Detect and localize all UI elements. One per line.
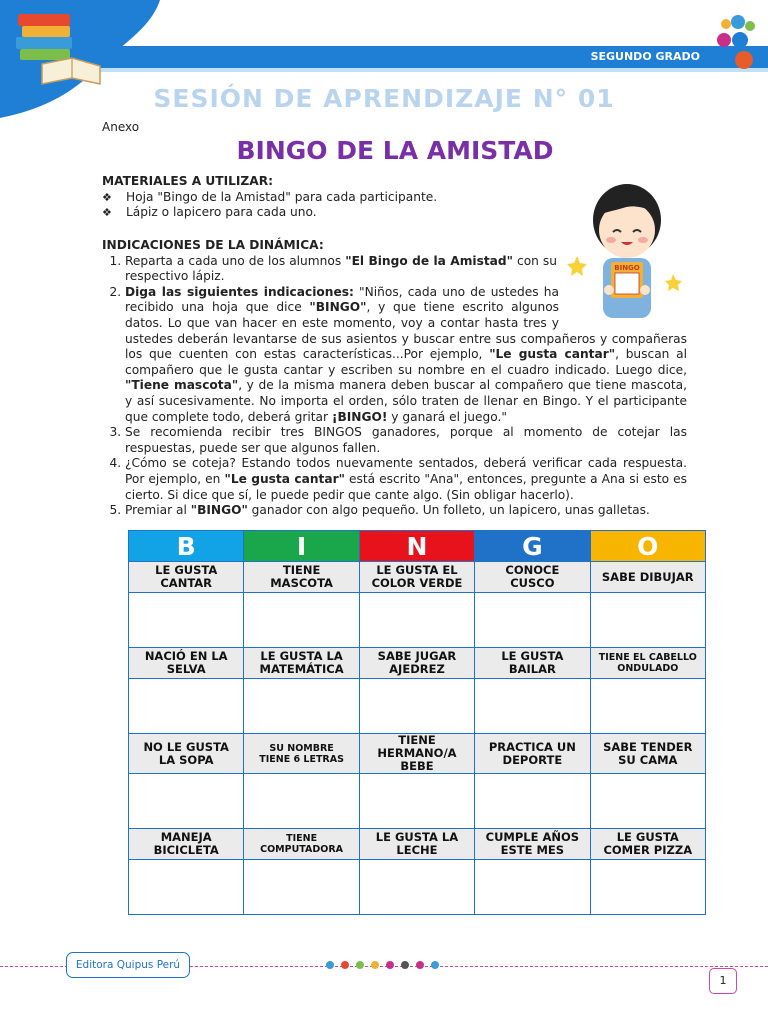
bingo-answer-row (129, 860, 706, 915)
bingo-answer-cell[interactable] (590, 593, 705, 648)
bingo-header-row (129, 531, 706, 562)
indication-item: 2. Diga las siguientes indicaciones: "Niños, cada uno de ustedes ha recibido una hoja que dice "BINGO", y que tiene escrito algunos datos. Lo que van hacer en este momento, voy a contar hasta tres y ustedes deberán levantarse de sus asientos y buscar entre sus compañeros y compañeras los que cuenten con estas características...Por ejemplo, "Le gusta cantar", buscan al compañero que le gusta cantar y escriben su nombre en el cuadro indicado. Luego dice, "Tiene mascota", y de la misma manera deben buscar al compañero que tiene mascota, y así sucesivamente. No importa el orden, sólo traten de llenar en Bingo. Y el participante que complete todo, deberá gritar ¡BINGO! y ganará el juego." (125, 285, 687, 425)
bingo-letter-o: O (590, 531, 705, 562)
bingo-answer-row (129, 679, 706, 734)
indication-item: 5. Premiar al "BINGO" ganador con algo pequeño. Un folleto, un lapicero, unas galletas. (125, 503, 687, 519)
materials-section (102, 174, 437, 221)
bingo-answer-cell[interactable] (359, 593, 474, 648)
indications-section (102, 238, 687, 519)
bingo-table (128, 530, 706, 915)
bingo-answer-cell[interactable] (590, 860, 705, 915)
bingo-answer-cell[interactable] (590, 774, 705, 829)
bingo-answer-cell[interactable] (129, 860, 244, 915)
page-number: 1 (709, 968, 737, 994)
bingo-label-row (129, 829, 706, 860)
bingo-answer-row (129, 774, 706, 829)
bingo-cell-label: LE GUSTA COMER PIZZA (590, 829, 705, 860)
bingo-answer-cell[interactable] (475, 679, 590, 734)
diamond-bullet-icon: ❖ (102, 190, 112, 204)
bingo-letter-i: I (244, 531, 359, 562)
bingo-cell-label: TIENE MASCOTA (244, 562, 359, 593)
bingo-answer-cell[interactable] (475, 860, 590, 915)
bingo-answer-cell[interactable] (590, 679, 705, 734)
bingo-letter-n: N (359, 531, 474, 562)
publisher-label: Editora Quipus Perú (66, 952, 190, 978)
indication-item: 1. Reparta a cada uno de los alumnos "El Bingo de la Amistad" con su respectivo lápiz. (125, 254, 557, 285)
bingo-answer-cell[interactable] (129, 679, 244, 734)
bingo-cell-label: LE GUSTA CANTAR (129, 562, 244, 593)
bingo-letter-g: G (475, 531, 590, 562)
image-float-spacer (559, 285, 687, 331)
bingo-cell-label: CONOCE CUSCO (475, 562, 590, 593)
bingo-answer-cell[interactable] (475, 593, 590, 648)
bingo-card-label: BINGO (614, 264, 640, 272)
diamond-bullet-icon: ❖ (102, 206, 112, 220)
colored-dots-icon (712, 14, 768, 70)
bingo-cell-label: LE GUSTA EL COLOR VERDE (359, 562, 474, 593)
materials-item: ❖ Lápiz o lapicero para cada uno. (102, 205, 317, 220)
indication-item: 4. ¿Cómo se coteja? Estando todos nuevamente sentados, deberá verificar cada respuesta. Por ejemplo, en "Le gusta cantar" está escrito "Ana", entonces, pregunte a Ana si esto es cierto. Si dice que sí, le puede pedir que cante algo. (Sin obligar hacerlo). (125, 456, 687, 503)
bingo-answer-row (129, 593, 706, 648)
colored-pins-icon (324, 958, 444, 974)
bingo-cell-label: NO LE GUSTA LA SOPA (129, 734, 244, 774)
bingo-answer-cell[interactable] (475, 774, 590, 829)
bingo-answer-cell[interactable] (359, 679, 474, 734)
indications-heading: INDICACIONES DE LA DINÁMICA: (102, 238, 324, 252)
bingo-label-row (129, 562, 706, 593)
bingo-answer-cell[interactable] (359, 860, 474, 915)
bingo-cell-label: TIENE COMPUTADORA (244, 829, 359, 860)
bingo-answer-cell[interactable] (129, 593, 244, 648)
bingo-body (129, 562, 706, 915)
bingo-cell-label: MANEJA BICICLETA (129, 829, 244, 860)
bingo-cell-label: CUMPLE AÑOS ESTE MES (475, 829, 590, 860)
bingo-cell-label: PRACTICA UN DEPORTE (475, 734, 590, 774)
indication-item: 3. Se recomienda recibir tres BINGOS ganadores, porque al momento de cotejar las respuestas, puede ser que algunos fallen. (125, 425, 687, 456)
bingo-cell-label: TIENE HERMANO/A BEBE (359, 734, 474, 774)
bingo-cell-label: SU NOMBRE TIENE 6 LETRAS (244, 734, 359, 774)
bingo-cell-label: SABE DIBUJAR (590, 562, 705, 593)
indications-list (102, 254, 687, 519)
bingo-answer-cell[interactable] (244, 593, 359, 648)
bingo-cell-label: TIENE EL CABELLO ONDULADO (590, 648, 705, 679)
bingo-answer-cell[interactable] (244, 860, 359, 915)
bingo-cell-label: SABE TENDER SU CAMA (590, 734, 705, 774)
bingo-answer-cell[interactable] (129, 774, 244, 829)
grade-label: SEGUNDO GRADO (590, 50, 700, 63)
anexo-label: Anexo (102, 120, 140, 134)
bingo-cell-label: LE GUSTA LA MATEMÁTICA (244, 648, 359, 679)
materials-heading: MATERIALES A UTILIZAR: (102, 174, 273, 188)
bingo-cell-label: NACIÓ EN LA SELVA (129, 648, 244, 679)
bingo-label-row (129, 734, 706, 774)
bingo-answer-cell[interactable] (244, 774, 359, 829)
session-title: SESIÓN DE APRENDIZAJE N° 01 (153, 84, 615, 113)
main-title: BINGO DE LA AMISTAD (236, 136, 554, 165)
bingo-cell-label: LE GUSTA BAILAR (475, 648, 590, 679)
bingo-answer-cell[interactable] (244, 679, 359, 734)
bingo-cell-label: SABE JUGAR AJEDREZ (359, 648, 474, 679)
materials-item: ❖ Hoja "Bingo de la Amistad" para cada participante. (102, 189, 438, 204)
bingo-letter-b: B (129, 531, 244, 562)
bingo-label-row (129, 648, 706, 679)
bingo-cell-label: LE GUSTA LA LECHE (359, 829, 474, 860)
bingo-answer-cell[interactable] (359, 774, 474, 829)
